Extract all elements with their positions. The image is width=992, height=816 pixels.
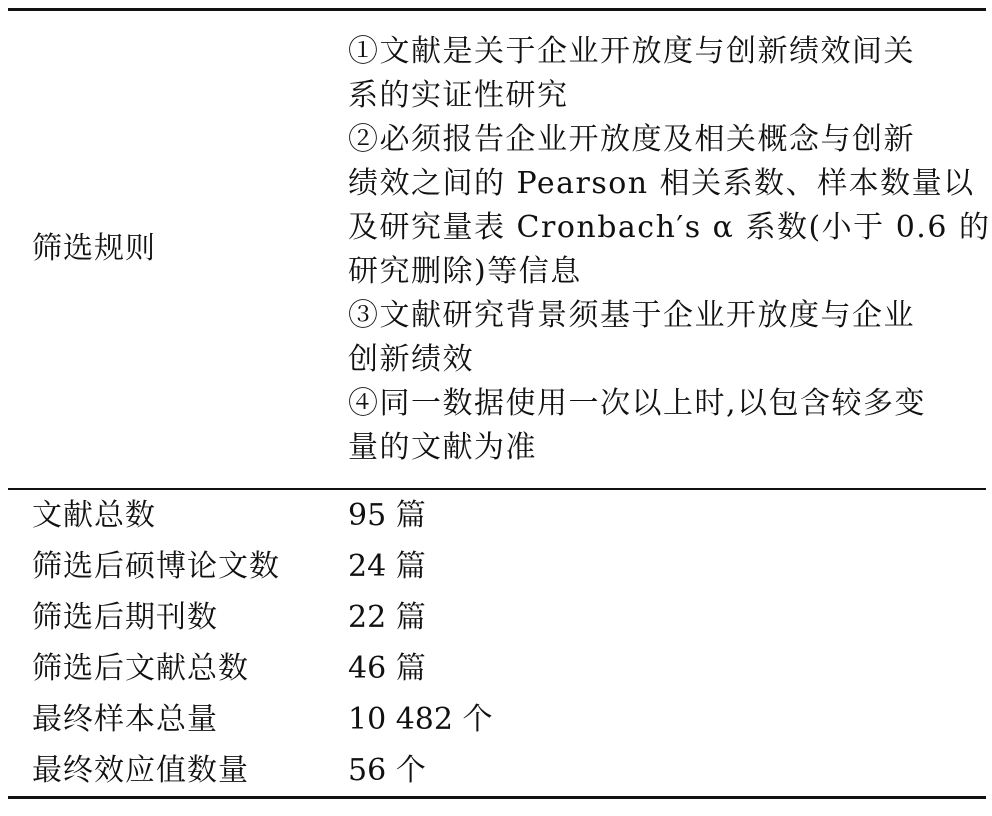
- screening-rule-line: ④同一数据使用一次以上时,以包含较多变: [348, 386, 927, 421]
- screening-rule-line: ②必须报告企业开放度及相关概念与创新: [348, 122, 915, 157]
- stat-value: 24 篇: [348, 549, 426, 584]
- table-row: [8, 745, 986, 795]
- screening-rule-line: 绩效之间的 Pearson 相关系数、样本数量以: [348, 166, 975, 201]
- screening-rules-text: [348, 30, 991, 470]
- stat-value: 10 482 个: [348, 702, 493, 737]
- screening-rule-line: 研究删除)等信息: [348, 254, 582, 289]
- stat-label: 最终效应值数量: [32, 753, 249, 788]
- stat-value: 22 篇: [348, 600, 426, 635]
- stat-value: 56 个: [348, 753, 426, 788]
- screening-rule-line: ③文献研究背景须基于企业开放度与企业: [348, 298, 915, 333]
- table-top-rule: [8, 8, 986, 11]
- stat-label: 最终样本总量: [32, 702, 218, 737]
- table-row: [8, 592, 986, 642]
- stat-label: 筛选后硕博论文数: [32, 549, 280, 584]
- stat-value: 46 篇: [348, 651, 426, 686]
- table-row: [8, 541, 986, 591]
- table-row: [8, 694, 986, 744]
- screening-rules-label: 筛选规则: [32, 231, 156, 266]
- table-bottom-rule: [8, 796, 986, 799]
- stat-value: 95 篇: [348, 498, 426, 533]
- screening-rule-line: 量的文献为准: [348, 430, 537, 465]
- screening-rule-line: ①文献是关于企业开放度与创新绩效间关: [348, 34, 915, 69]
- screening-rule-line: 系的实证性研究: [348, 78, 569, 113]
- screening-rule-line: 及研究量表 Cronbach′s α 系数(小于 0.6 的: [348, 210, 991, 245]
- stat-label: 筛选后期刊数: [32, 600, 218, 635]
- screening-rule-line: 创新绩效: [348, 342, 474, 377]
- stat-label: 筛选后文献总数: [32, 651, 249, 686]
- stat-label: 文献总数: [32, 498, 156, 533]
- table-row: [8, 490, 986, 540]
- table-row: [8, 643, 986, 693]
